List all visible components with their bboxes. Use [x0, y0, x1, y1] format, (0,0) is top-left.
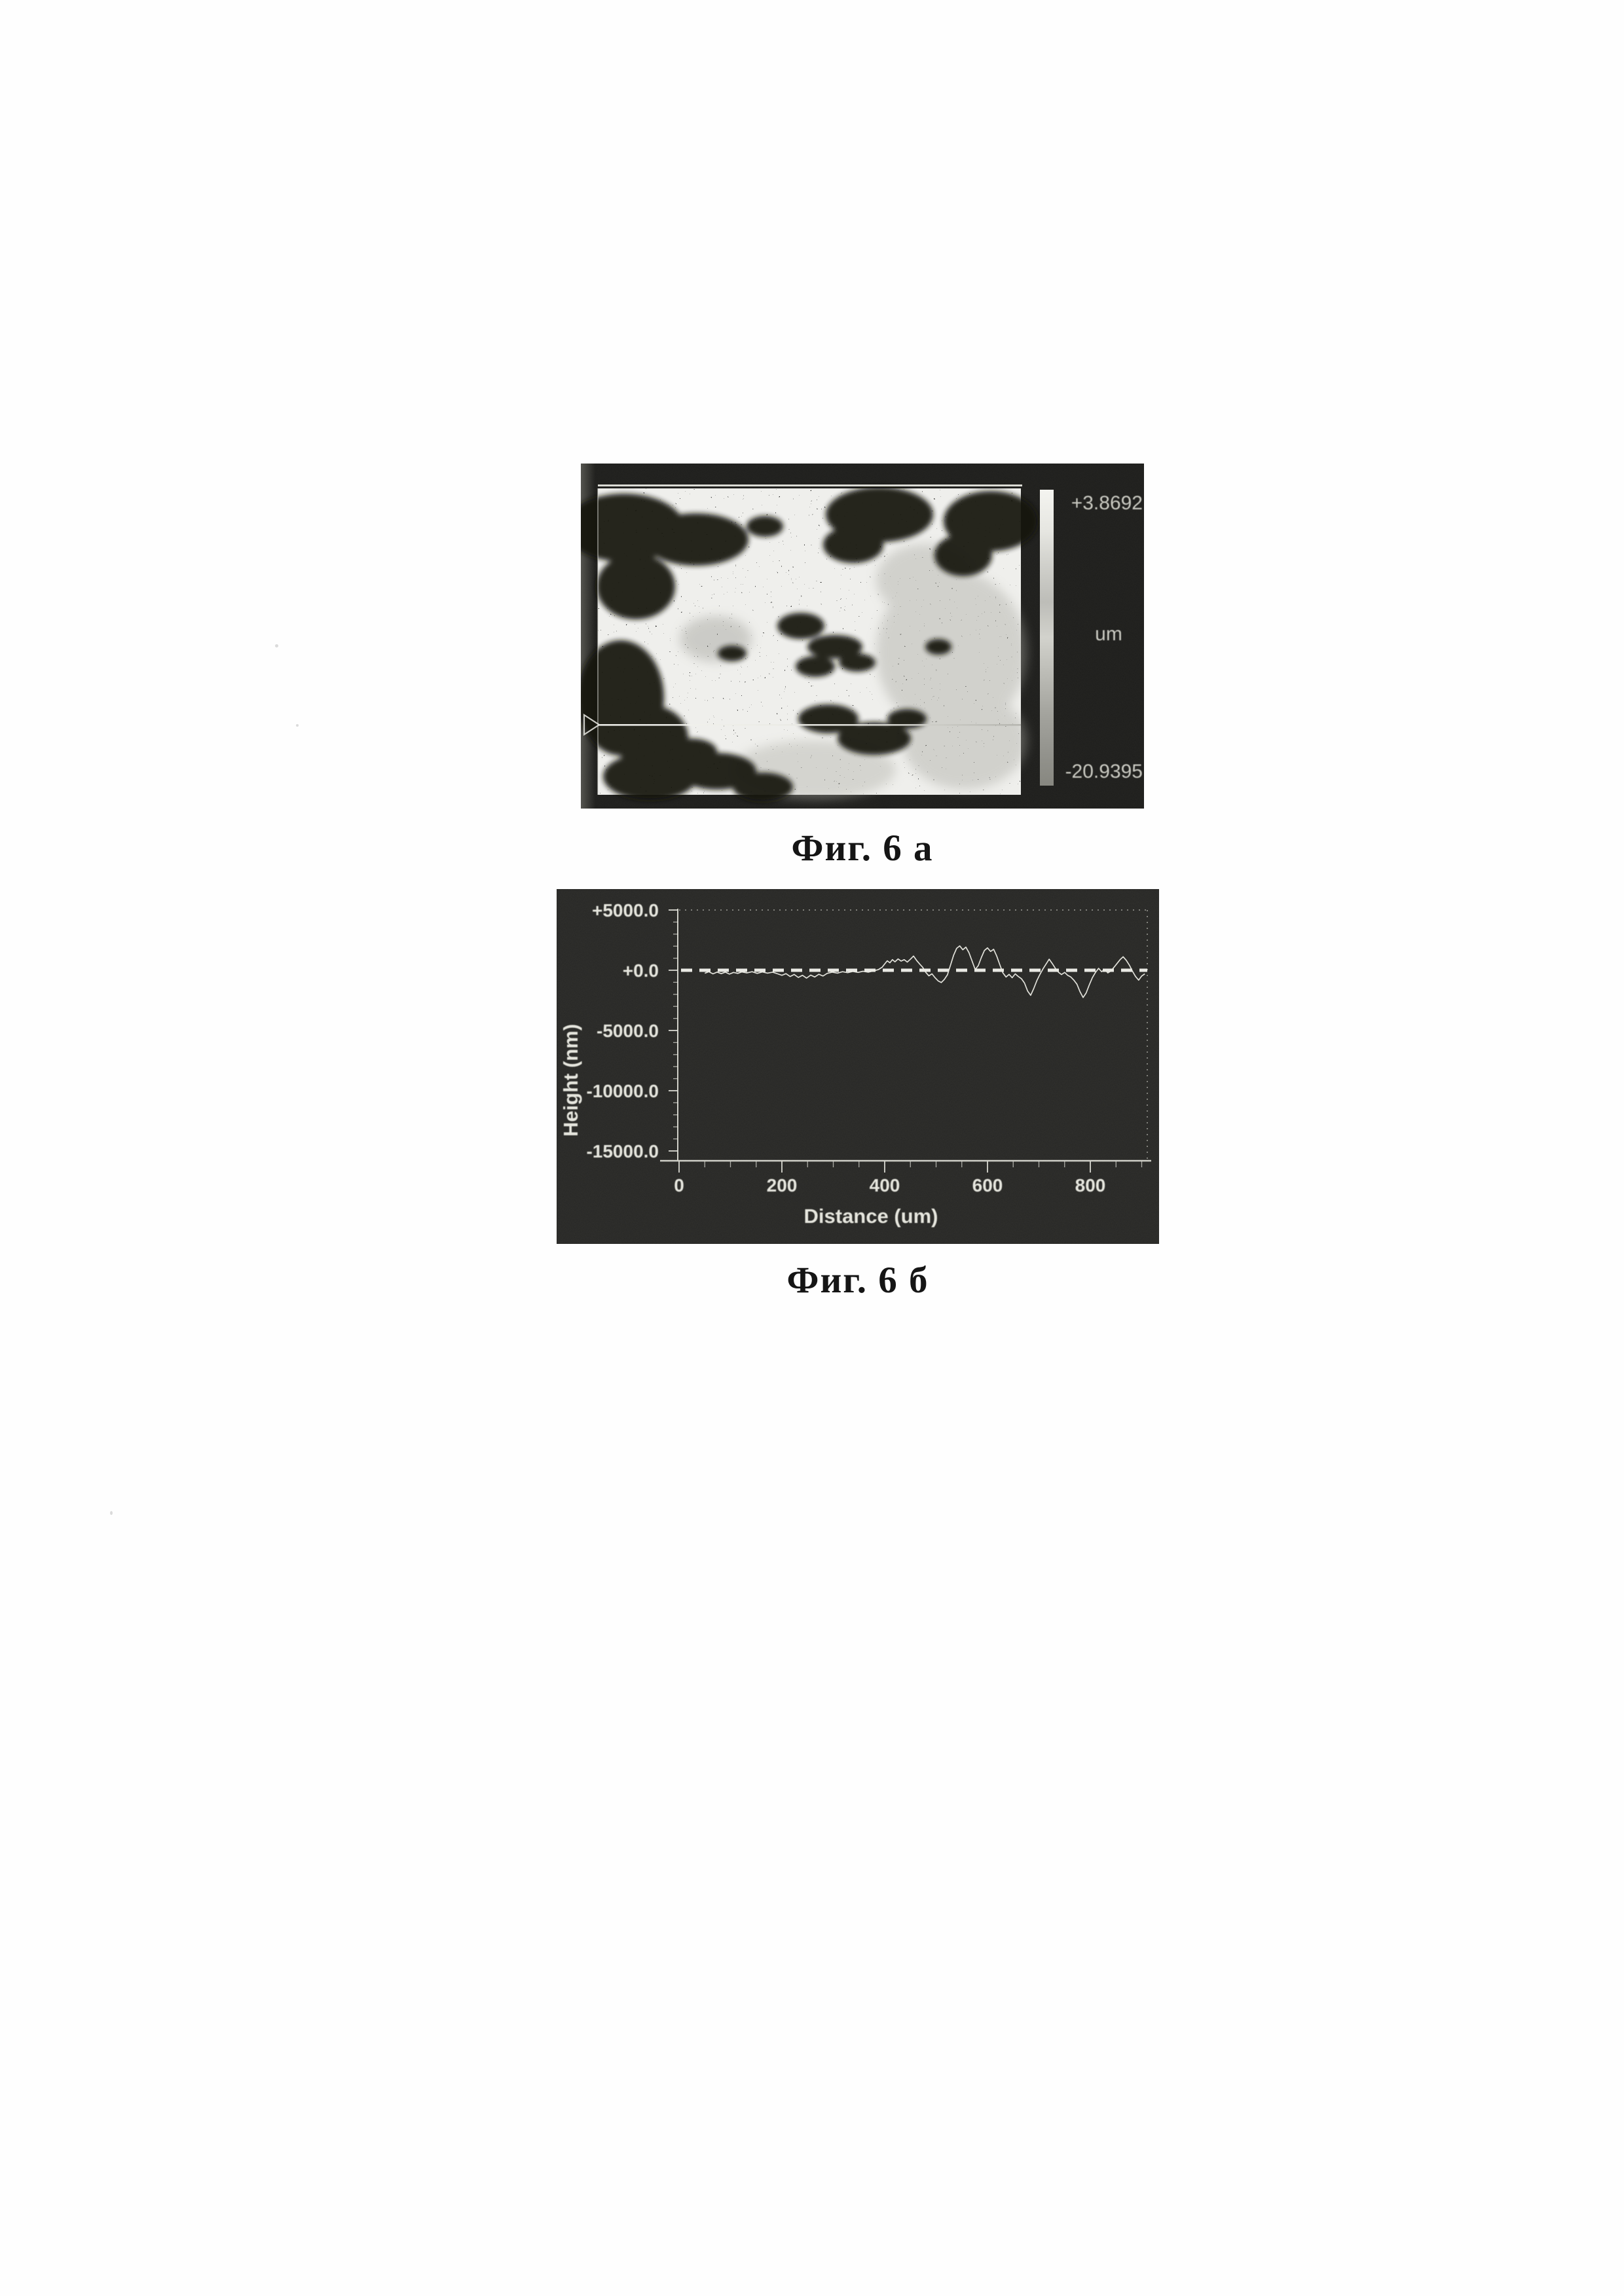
- figure-6b-caption: Фиг. 6 б: [786, 1260, 929, 1301]
- profile-section-line: [598, 724, 1021, 726]
- y-tick-label: -10000.0: [586, 1081, 659, 1101]
- y-tick-label: -15000.0: [586, 1141, 659, 1161]
- x-tick-label: 600: [972, 1175, 1003, 1195]
- x-tick-label: 0: [674, 1175, 684, 1195]
- micrograph-left-border-line: [597, 488, 599, 795]
- scan-speck: [296, 724, 299, 727]
- colorbar: [1040, 490, 1054, 786]
- y-tick-label: +0.0: [622, 960, 659, 981]
- scan-speck: [275, 644, 278, 647]
- colorbar-unit-label: um: [1095, 623, 1122, 645]
- x-tick-label: 200: [766, 1175, 798, 1195]
- x-tick-label: 800: [1075, 1175, 1106, 1195]
- y-tick-label: +5000.0: [592, 900, 659, 920]
- scan-speck: [110, 1511, 113, 1515]
- micrograph-top-border-line: [598, 484, 1022, 486]
- figure-6a-caption: Фиг. 6 а: [791, 828, 934, 869]
- micrograph-speckle-field: [581, 487, 1038, 801]
- figure-6b-plot: [557, 889, 1159, 1244]
- figure-6a-micrograph: [581, 464, 1144, 809]
- x-tick-label: 400: [869, 1175, 900, 1195]
- figure-6b-chart: [557, 889, 1159, 1244]
- y-axis-title: Height (nm): [559, 1023, 582, 1137]
- figure-6a-image: [581, 464, 1144, 809]
- colorbar-bottom-label: -20.9395: [1065, 761, 1143, 782]
- colorbar-top-label: +3.8692: [1071, 492, 1143, 514]
- y-tick-label: -5000.0: [597, 1021, 659, 1041]
- chart-scan-grain: [557, 889, 1159, 1244]
- x-axis-title: Distance (um): [803, 1205, 938, 1228]
